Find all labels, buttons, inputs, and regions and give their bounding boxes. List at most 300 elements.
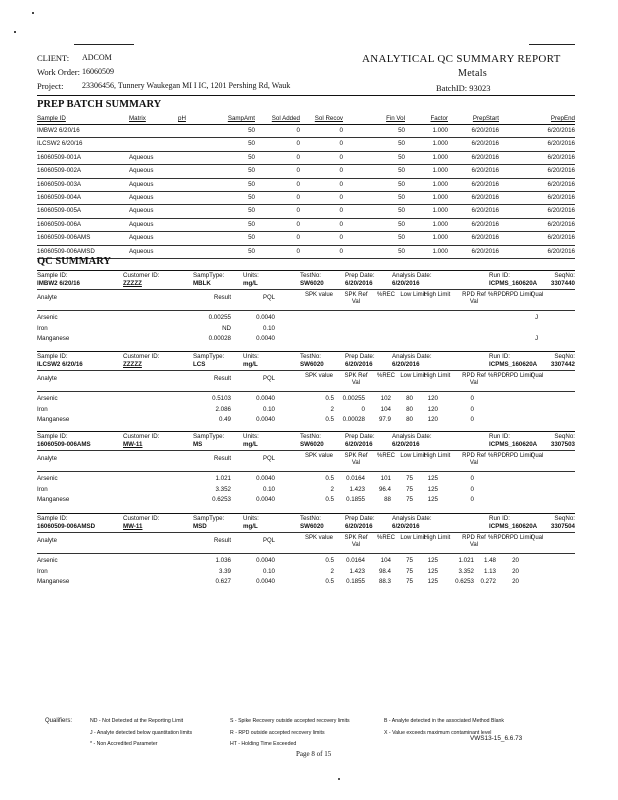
qc-meta-value: ICPMS_160620A [489,441,538,448]
qc-col-header: RPD Ref Val [462,292,486,305]
qc-analyte: Manganese [37,335,70,342]
prep-col-header: Fin Vol [386,115,405,122]
qc-col-header: RPD Ref Val [462,373,486,386]
qc-col-header: SPK Ref Val [344,535,368,548]
prep-cell: Aqueous [129,167,154,175]
qc-cell-high: 120 [427,395,438,402]
qc-col-header: High Limit [423,535,451,541]
qc-col-header: Qual [530,535,544,541]
prep-col-header: pH [178,115,186,122]
prep-cell: 0 [296,234,300,242]
scan-speck [338,778,340,780]
qc-cell-rpd: 1.48 [483,557,496,564]
prep-cell: 6/20/2016 [471,127,499,134]
qc-cell-spkref: 0 [361,405,365,413]
qc-meta-label: SampType: [193,433,225,440]
qc-meta-label: TestNo: [300,353,321,360]
qc-col-header: Qual [530,453,544,459]
qc-cell-rpd: 0.272 [480,578,496,585]
prep-row [37,246,575,259]
prep-cell: Aqueous [129,207,154,215]
qc-column-header [37,450,575,472]
qc-cell-rpdref: 0 [470,416,474,423]
qc-col-header: SPK value [304,453,334,459]
prep-cell: 0 [296,207,300,215]
qc-cell-low: 75 [406,475,413,482]
qc-col-header: Analyte [37,295,58,301]
qc-meta [37,514,575,532]
qc-cell-rpdref: 0 [470,405,474,413]
qc-col-header: PQL [262,538,275,544]
prep-cell: 6/20/2016 [471,140,499,148]
qc-cell-spk: 0.5 [325,416,334,423]
qc-cell-rec: 102 [380,395,391,402]
qc-cell-rpdref: 3.352 [458,567,474,575]
prep-row [37,179,575,192]
prep-cell: 1.000 [432,153,448,161]
qc-meta [37,352,575,370]
qc-cell-result: 0.627 [215,578,231,585]
prep-cell: 1.000 [432,180,448,188]
qc-meta-value: 3307503 [550,441,575,448]
prep-cell: 0 [339,193,343,201]
prep-header-row [37,115,575,125]
prep-row [37,138,575,151]
qc-col-header: RPD Ref Val [462,535,486,548]
qc-cell-high: 125 [427,496,438,503]
prep-cell: 0 [296,193,300,201]
qc-block [37,513,575,586]
prep-cell: 16060509-005A [37,207,82,215]
qc-col-header: %REC [376,292,395,298]
prep-cell: 50 [398,180,405,188]
qc-cell-low: 75 [406,578,413,585]
qc-cell-low: 75 [406,567,413,575]
qc-cell-pql: 0.0040 [256,335,275,342]
qc-meta-label: TestNo: [300,515,321,522]
prep-row [37,192,575,205]
prep-col-header: Sample ID [37,115,66,122]
prep-cell: 6/20/2016 [471,180,499,188]
qc-cell-result: 0.49 [218,416,231,423]
qc-meta-label: Customer ID: [123,515,160,522]
qc-meta-label: Sample ID: [37,353,68,360]
prep-col-header: PrepEnd [550,115,575,122]
qc-analyte: Arsenic [37,557,58,564]
page-number: Page 8 of 15 [296,750,332,758]
qc-cell-low: 80 [406,416,413,423]
qc-meta-label: Prep Date: [345,515,375,522]
qc-meta-label: Analysis Date: [392,353,432,360]
qc-meta-value: mg/L [243,441,258,448]
qc-meta-value: mg/L [243,280,258,287]
qc-cell-rec: 96.4 [378,485,391,493]
qc-cell-result: 1.021 [215,475,231,482]
qc-cell-rec: 101 [380,475,391,482]
qc-analyte: Manganese [37,496,70,503]
prep-cell: 0 [296,167,300,175]
prep-cell: 50 [248,127,255,134]
qc-meta [37,432,575,450]
prep-cell: 0 [339,234,343,242]
prep-section-title: PREP BATCH SUMMARY [37,99,162,110]
prep-cell: 0 [339,220,343,228]
qc-meta-label: Customer ID: [123,433,160,440]
qc-col-header: High Limit [423,453,451,459]
qc-column-header [37,532,575,554]
prep-col-header: Sol Added [271,115,300,122]
qc-cell-low: 80 [406,395,413,402]
qc-cell-high: 120 [427,416,438,423]
qc-cell-pql: 0.10 [262,405,275,413]
qc-meta-value: ICPMS_160620A [489,523,538,530]
qc-cell-spk: 0.5 [325,475,334,482]
prep-cell: 50 [248,193,255,201]
prep-cell: Aqueous [129,234,154,242]
qc-analyte: Iron [37,405,48,413]
qc-cell-high: 125 [427,578,438,585]
qc-meta-label: Run ID: [489,272,510,279]
qc-meta-value: 3307504 [550,523,575,530]
prep-cell: 50 [248,247,255,255]
qc-cell-high: 125 [427,557,438,564]
prep-cell: 0 [339,247,343,255]
qc-cell-spkref: 0.1855 [346,578,365,585]
prep-cell: 1.000 [432,167,448,175]
qc-cell-rpdlim: 20 [512,557,519,564]
qc-col-header: RPD Ref Val [462,453,486,466]
prep-cell: 0 [339,180,343,188]
qc-data-row [37,483,575,494]
qc-col-header: RPD Limit [505,535,533,541]
qc-meta-value: 6/20/2016 [392,523,420,530]
prep-cell: 6/20/2016 [547,167,575,175]
prep-cell: 50 [248,153,255,161]
client-value: ADCOM [82,53,112,62]
qc-meta-label: Run ID: [489,353,510,360]
qc-cell-rpdlim: 20 [512,567,519,575]
prep-col-header: Matrix [129,115,146,122]
qc-meta-label: Run ID: [489,515,510,522]
qc-col-header: RPD Limit [505,373,533,379]
qc-cell-spkref: 0.00028 [342,416,365,423]
qc-cell-result: 0.5103 [212,395,231,402]
prep-table [37,115,575,259]
qc-cell-result: 0.00255 [208,314,231,321]
qc-cell-rpd: 1.13 [483,567,496,575]
qc-col-header: Qual [530,373,544,379]
qc-cell-pql: 0.0040 [256,416,275,423]
prep-cell: 50 [398,247,405,255]
prep-cell: 50 [248,220,255,228]
qc-col-header: Analyte [37,376,58,382]
qc-meta-value: MW-11 [123,523,143,530]
qc-meta-value: 6/20/2016 [392,280,420,287]
qualifier-note: * - Non Accredited Parameter [90,741,158,747]
qc-data-row [37,322,575,333]
qc-cell-rec: 88.3 [378,578,391,585]
prep-cell: 0 [296,220,300,228]
qc-meta-value: 6/20/2016 [345,280,373,287]
qc-cell-spkref: 0.00255 [342,395,365,402]
qc-col-header: PQL [262,295,275,301]
qc-meta-value: ZZZZZ [123,361,142,368]
qc-data-row [37,472,575,483]
prep-row [37,232,575,245]
qc-col-header: Low Limit [400,535,426,541]
qc-meta [37,271,575,289]
qc-cell-rpdref: 0 [470,485,474,493]
prep-cell: 50 [398,140,405,148]
qc-meta-label: SeqNo: [554,433,575,440]
report-title: ANALYTICAL QC SUMMARY REPORT [362,53,561,65]
prep-cell: 0 [339,140,343,148]
prep-cell: 6/20/2016 [547,220,575,228]
qc-cell-result: 0.00028 [208,335,231,342]
qualifier-note: B - Analyte detected in the associated Method Blank [384,718,504,724]
qc-meta-value: 6/20/2016 [345,361,373,368]
qc-block [37,431,575,504]
qc-meta-label: SeqNo: [554,353,575,360]
qc-cell-pql: 0.10 [262,324,275,332]
prep-cell: IMBW2 6/20/16 [37,127,80,134]
prep-cell: 0 [296,180,300,188]
qc-meta-value: 6/20/2016 [392,361,420,368]
qc-cell-pql: 0.0040 [256,475,275,482]
prep-cell: 6/20/2016 [471,247,499,255]
qc-cell-result: 1.036 [215,557,231,564]
qc-col-header: SPK Ref Val [344,292,368,305]
prep-cell: 6/20/2016 [471,193,499,201]
qc-analyte: Arsenic [37,475,58,482]
prep-cell: Aqueous [129,180,154,188]
project-value: 23306456, Tunnery Waukegan MI I IC, 1201 Pershing Rd, Wauk [82,81,291,90]
qc-data-row [37,392,575,403]
qc-col-header: PQL [262,456,275,462]
qc-cell-pql: 0.0040 [256,314,275,321]
prep-cell: 6/20/2016 [547,127,575,134]
qc-col-header: SPK Ref Val [344,373,368,386]
header-top-rule [74,44,134,45]
qc-meta-label: Prep Date: [345,272,375,279]
prep-cell: 16060509-006AMS [37,234,91,242]
qc-cell-result: 3.39 [218,567,231,575]
qc-col-header: Result [213,376,231,382]
qc-meta-value: 6/20/2016 [345,523,373,530]
qc-block [37,270,575,343]
qc-col-header: Analyte [37,456,58,462]
qc-cell-rpdref: 0 [470,475,474,482]
prep-cell: 6/20/2016 [471,207,499,215]
qc-cell-rpdref: 0 [470,496,474,503]
qc-data-row [37,493,575,504]
qc-meta-label: Prep Date: [345,433,375,440]
prep-cell: 16060509-002A [37,167,82,175]
prep-cell: 6/20/2016 [547,234,575,242]
qc-col-header: RPD Limit [505,292,533,298]
qc-meta-label: SeqNo: [554,272,575,279]
qc-cell-result: 3.352 [215,485,231,493]
qualifier-note: X - Value exceeds maximum contaminant level [384,730,492,736]
qc-meta-label: Units: [243,433,259,440]
qualifier-note: HT - Holding Time Exceeded [230,741,297,747]
qc-section-title: QC SUMMARY [37,256,111,267]
scan-speck [32,12,34,14]
prep-cell: 6/20/2016 [471,220,499,228]
prep-cell: 50 [248,207,255,215]
qc-col-header: %REC [376,373,395,379]
client-label: CLIENT: [37,53,70,63]
qc-cell-spk: 2 [330,485,334,493]
prep-cell: 50 [248,234,255,242]
qc-cell-rpdlim: 20 [512,578,519,585]
qc-meta-label: SampType: [193,353,225,360]
qc-analyte: Manganese [37,416,70,423]
qc-col-header: Low Limit [400,453,426,459]
qc-meta-value: SW6020 [300,523,324,530]
qc-col-header: RPD Limit [505,453,533,459]
qc-cell-result: 2.086 [215,405,231,413]
qc-col-header: Result [213,456,231,462]
qc-cell-spkref: 0.0164 [346,475,365,482]
qc-analyte: Iron [37,485,48,493]
qc-meta-value: MS [193,441,203,448]
qc-col-header: High Limit [423,292,451,298]
qc-meta-value: 3307440 [550,280,575,287]
qc-cell-spk: 2 [330,567,334,575]
qc-col-header: %REC [376,535,395,541]
qc-meta-label: SampType: [193,515,225,522]
qualifier-note: S - Spike Recovery outside accepted recovery limits [230,718,350,724]
qc-meta-label: SeqNo: [554,515,575,522]
qc-meta-value: mg/L [243,523,258,530]
qc-cell-rpdref: 0 [470,395,474,402]
qc-meta-value: ICPMS_160620A [489,280,538,287]
prep-cell: ILCSW2 6/20/16 [37,140,83,148]
prep-row [37,219,575,232]
prep-cell: Aqueous [129,247,154,255]
qc-cell-spkref: 0.1855 [346,496,365,503]
prep-cell: Aqueous [129,193,154,201]
prep-col-header: Factor [430,115,448,122]
qc-col-header: %RPD [487,373,506,379]
prep-cell: 16060509-001A [37,153,82,161]
prep-cell: 16060509-006AMSD [37,247,95,255]
qc-col-header: %REC [376,453,395,459]
batch-id: BatchID: 93023 [436,83,491,93]
qc-cell-high: 125 [427,485,438,493]
qc-cell-low: 75 [406,557,413,564]
prep-cell: 0 [339,167,343,175]
workorder-value: 16060509 [82,67,114,76]
qc-cell-low: 75 [406,485,413,493]
qc-meta-value: ILCSW2 6/20/16 [37,361,83,368]
qc-meta-value: ICPMS_160620A [489,361,538,368]
prep-row [37,165,575,178]
project-label: Project: [37,81,64,91]
qc-meta-label: TestNo: [300,272,321,279]
qc-data-row [37,403,575,414]
qc-meta-value: MBLK [193,280,211,287]
prep-cell: 6/20/2016 [547,153,575,161]
qc-meta-label: Run ID: [489,433,510,440]
qc-cell-pql: 0.0040 [256,578,275,585]
prep-cell: Aqueous [129,153,154,161]
qc-cell-spkref: 1.423 [349,567,365,575]
header-top-rule-right [529,44,575,45]
prep-cell: 6/20/2016 [547,207,575,215]
prep-cell: 50 [398,167,405,175]
qc-meta-label: Prep Date: [345,353,375,360]
qualifier-note: R - RPD outside accepted recovery limits [230,730,325,736]
qc-cell-pql: 0.0040 [256,557,275,564]
qc-col-header: SPK Ref Val [344,453,368,466]
qc-analyte: Manganese [37,578,70,585]
prep-col-header: SampAmt [227,115,255,122]
qualifier-note: J - Analyte detected below quantitation limits [90,730,193,736]
qc-cell-low: 75 [406,496,413,503]
prep-cell: 0 [296,140,300,148]
qc-col-header: SPK value [304,535,334,541]
qc-col-header: SPK value [304,292,334,298]
qc-meta-value: MSD [193,523,207,530]
qc-col-header: Result [213,538,231,544]
qc-cell-spkref: 1.423 [349,485,365,493]
prep-cell: 50 [398,207,405,215]
qc-cell-rec: 104 [380,405,391,413]
prep-cell: 50 [398,127,405,134]
qc-cell-low: 80 [406,405,413,413]
prep-cell: 1.000 [432,207,448,215]
qc-meta-label: Analysis Date: [392,515,432,522]
prep-cell: 6/20/2016 [547,180,575,188]
qc-meta-value: 6/20/2016 [392,441,420,448]
qc-meta-value: SW6020 [300,280,324,287]
qc-meta-label: Units: [243,515,259,522]
qc-col-header: Analyte [37,538,58,544]
qc-cell-pql: 0.10 [262,485,275,493]
prep-row [37,152,575,165]
qc-column-header [37,370,575,392]
qc-col-header: Qual [530,292,544,298]
qc-cell-high: 120 [427,405,438,413]
qc-col-header: SPK value [304,373,334,379]
qc-col-header: PQL [262,376,275,382]
qc-meta-label: Sample ID: [37,515,68,522]
qc-cell-pql: 0.0040 [256,496,275,503]
qc-data-row [37,565,575,576]
qc-meta-label: Customer ID: [123,272,160,279]
prep-cell: 16060509-003A [37,180,82,188]
qc-cell-spk: 0.5 [325,395,334,402]
prep-cell: 50 [248,167,255,175]
header-bottom-rule [37,95,575,96]
prep-cell: 50 [248,140,255,148]
prep-cell: 1.000 [432,140,448,148]
prep-cell: 50 [398,234,405,242]
qc-cell-spk: 0.5 [325,496,334,503]
prep-cell: 1.000 [432,127,448,134]
prep-cell: 6/20/2016 [471,167,499,175]
qc-col-header: Low Limit [400,292,426,298]
prep-cell: 0 [339,153,343,161]
qualifiers-label: Qualifiers: [45,718,73,724]
qc-col-header: High Limit [423,373,451,379]
prep-cell: 1.000 [432,234,448,242]
qc-cell-spkref: 0.0164 [346,557,365,564]
prep-cell: 1.000 [432,247,448,255]
prep-cell: 6/20/2016 [547,193,575,201]
